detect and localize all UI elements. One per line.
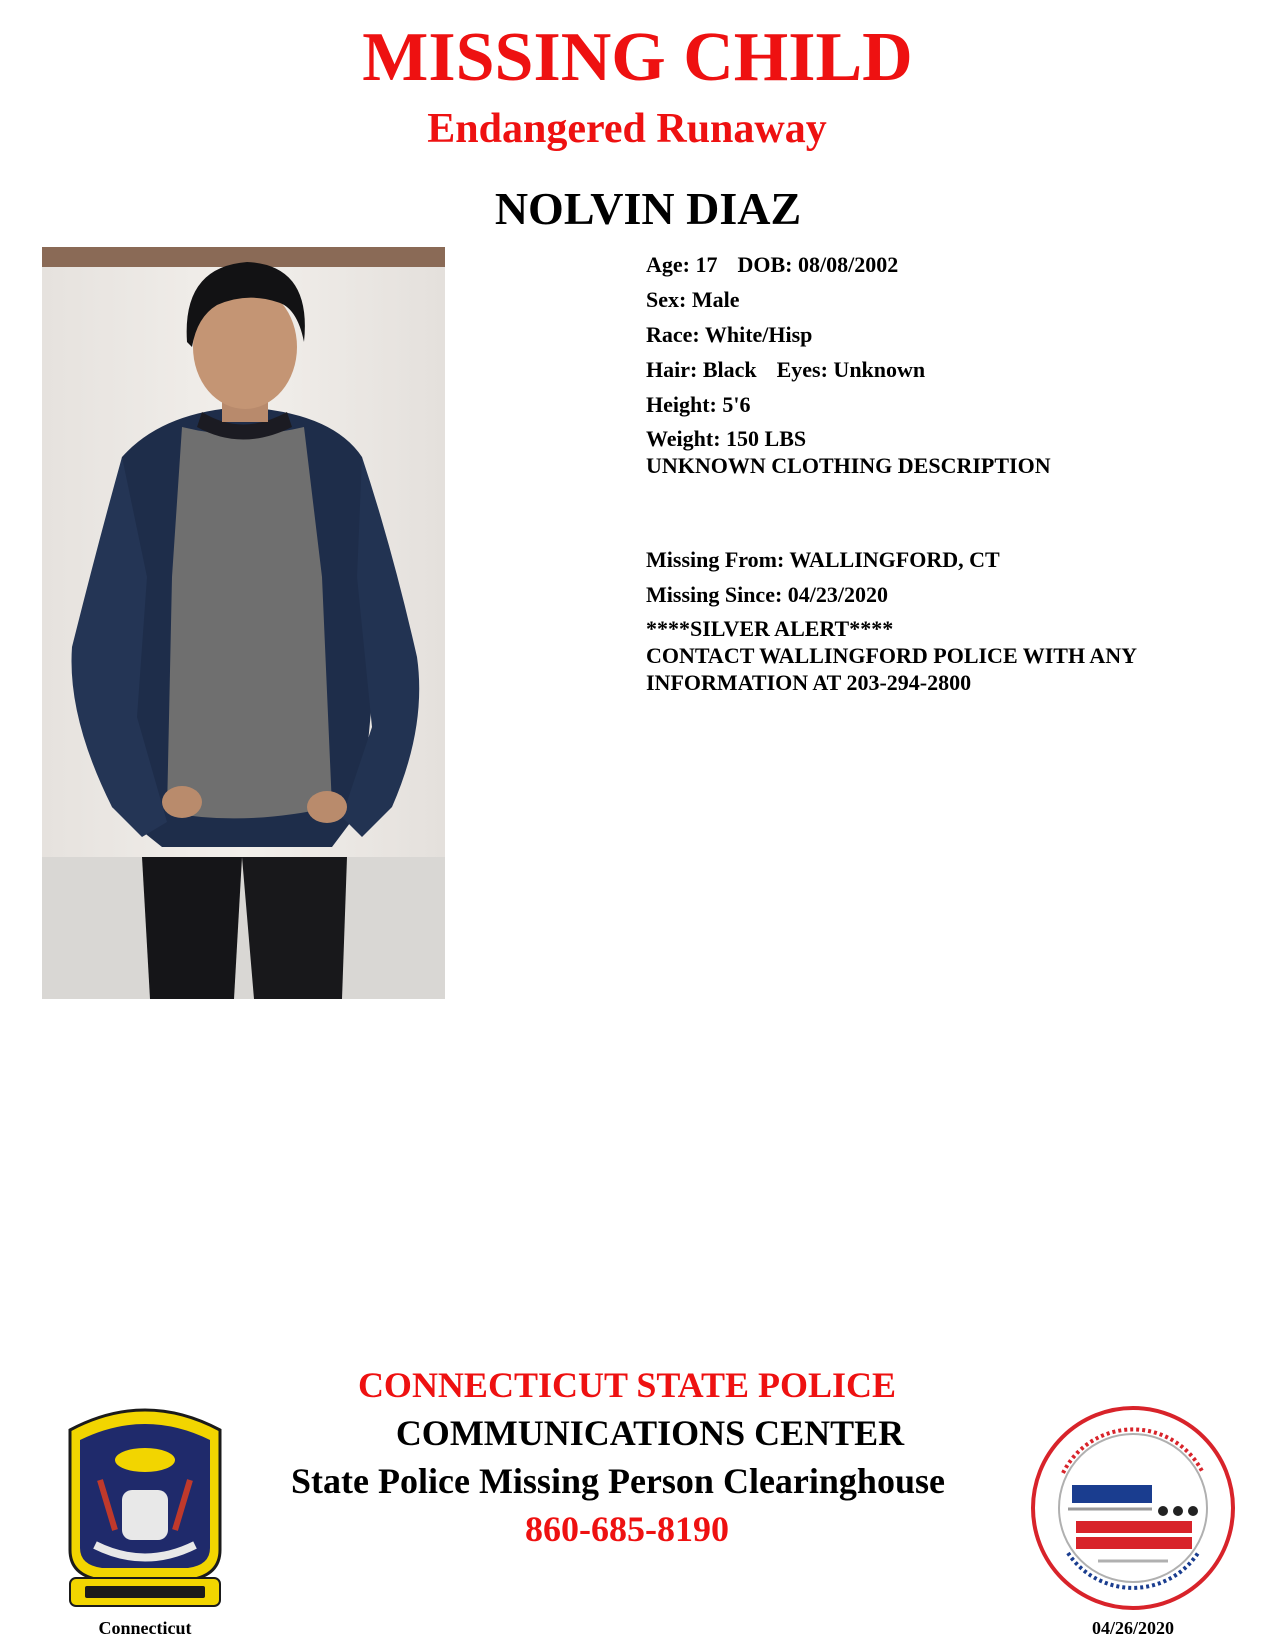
ncmec-locater-seal <box>1028 1403 1238 1613</box>
clothing-description: UNKNOWN CLOTHING DESCRIPTION <box>646 453 1051 478</box>
dob-value: DOB: 08/08/2002 <box>737 252 899 277</box>
person-details <box>646 250 1246 696</box>
contact-line-1: CONTACT WALLINGFORD POLICE WITH ANY <box>646 643 1138 668</box>
age-value: Age: 17 <box>646 252 718 277</box>
person-photo-illustration <box>42 247 445 999</box>
poster-title: MISSING CHILD <box>362 19 913 96</box>
missing-from: Missing From: WALLINGFORD, CT <box>646 547 1000 572</box>
state-police-badge <box>60 1400 230 1610</box>
weight-value: Weight: 150 LBS <box>646 426 807 451</box>
left-badge-caption: Connecticut <box>98 1618 192 1638</box>
height-value: Height: 5'6 <box>646 392 751 417</box>
person-name: NOLVIN DIAZ <box>494 183 802 234</box>
right-badge-caption: 04/26/2020 <box>1091 1618 1174 1638</box>
poster-subtitle: Endangered Runaway <box>427 106 827 152</box>
silver-alert: ****SILVER ALERT**** <box>646 616 894 641</box>
contact-phone: 860-685-8190 <box>525 1509 729 1549</box>
age-dob-line <box>646 250 1246 285</box>
race-value: Race: White/Hisp <box>646 322 813 347</box>
clearinghouse-name: State Police Missing Person Clearinghouse <box>291 1461 945 1501</box>
missing-since: Missing Since: 04/23/2020 <box>646 582 889 607</box>
sex-value: Sex: Male <box>646 287 740 312</box>
person-photo <box>42 247 445 999</box>
communications-center: COMMUNICATIONS CENTER <box>395 1413 905 1453</box>
locater-seal-icon <box>1028 1403 1238 1613</box>
eyes-value: Eyes: Unknown <box>776 357 926 382</box>
contact-line-2: INFORMATION AT 203-294-2800 <box>646 670 972 695</box>
hair-value: Hair: Black <box>646 357 757 382</box>
hair-eyes-line <box>646 355 1246 390</box>
agency-name: CONNECTICUT STATE POLICE <box>357 1365 897 1405</box>
state-police-patch-icon <box>60 1400 230 1610</box>
